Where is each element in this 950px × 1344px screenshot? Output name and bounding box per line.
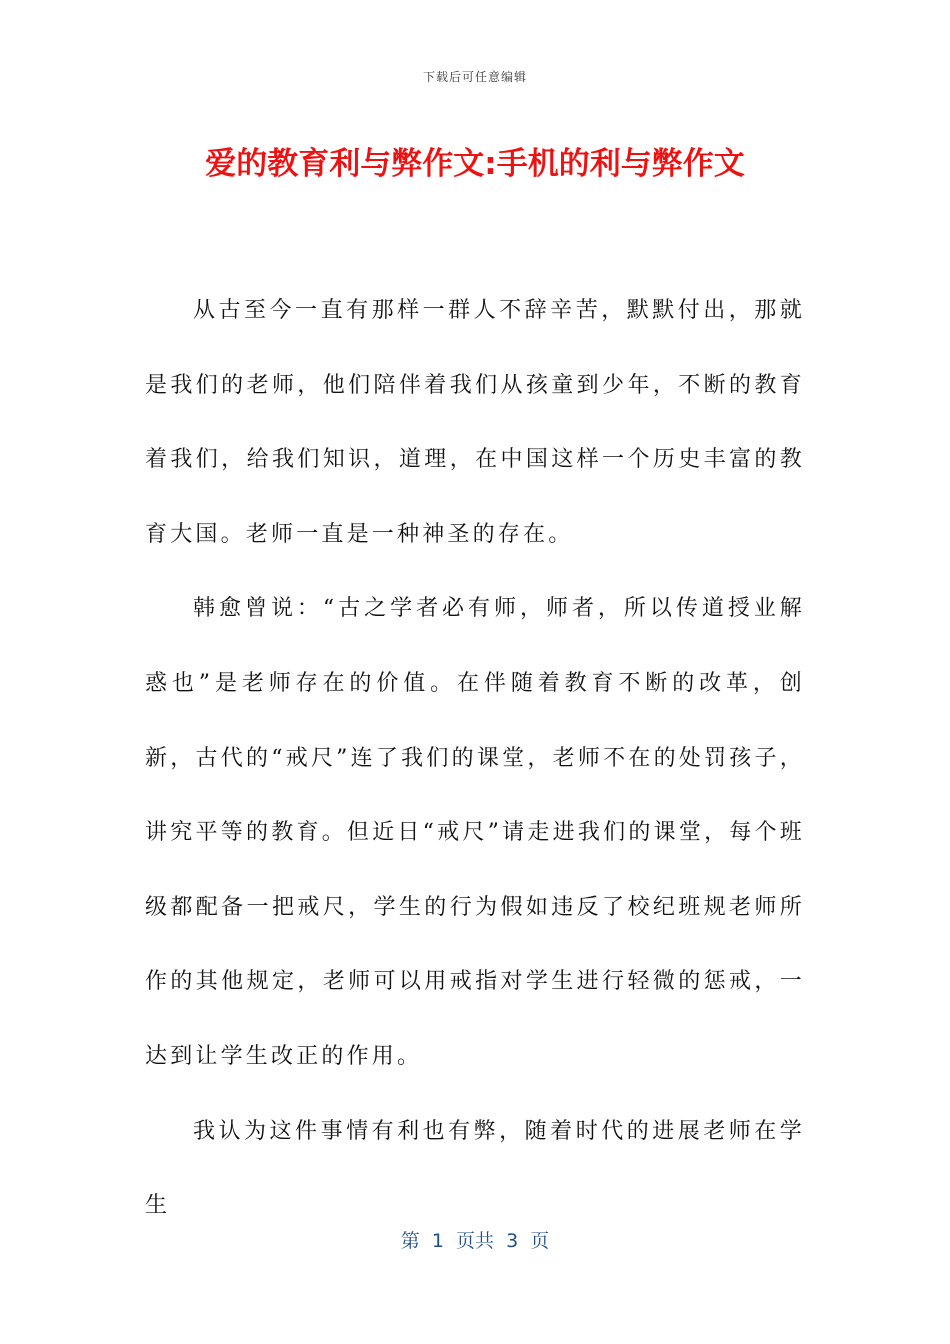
page-number-footer: 第 1 页共 3 页 <box>400 1230 550 1252</box>
paragraph-1: 从古至今一直有那样一群人不辞辛苦，默默付出，那就是我们的老师，他们陪伴着我们从孩童到少年，不断的教育着我们，给我们知识，道理，在中国这样一个历史丰富的教育大国。老师一直是一种神圣的存在。 <box>145 298 805 547</box>
document-body <box>145 274 805 1244</box>
header-note: 下载后可任意编辑 <box>422 70 527 84</box>
paragraph-2: 韩愈曾说：“古之学者必有师，师者，所以传道授业解惑也”是老师存在的价值。在伴随着教育不断的改革，创新，古代的“戒尺”连了我们的课堂，老师不在的处罚孩子，讲究平等的教育。但近日“戒尺”请走进我们的课堂，每个班级都配备一把戒尺，学生的行为假如违反了校纪班规老师所作的其他规定，老师可以用戒指对学生进行轻微的惩戒，一达到让学生改正的作用。 <box>145 596 805 1069</box>
paragraph-3: 我认为这件事情有利也有弊，随着时代的进展老师在学生 <box>145 1118 805 1219</box>
document-title: 爱的教育利与弊作文:手机的利与弊作文 <box>205 146 745 182</box>
